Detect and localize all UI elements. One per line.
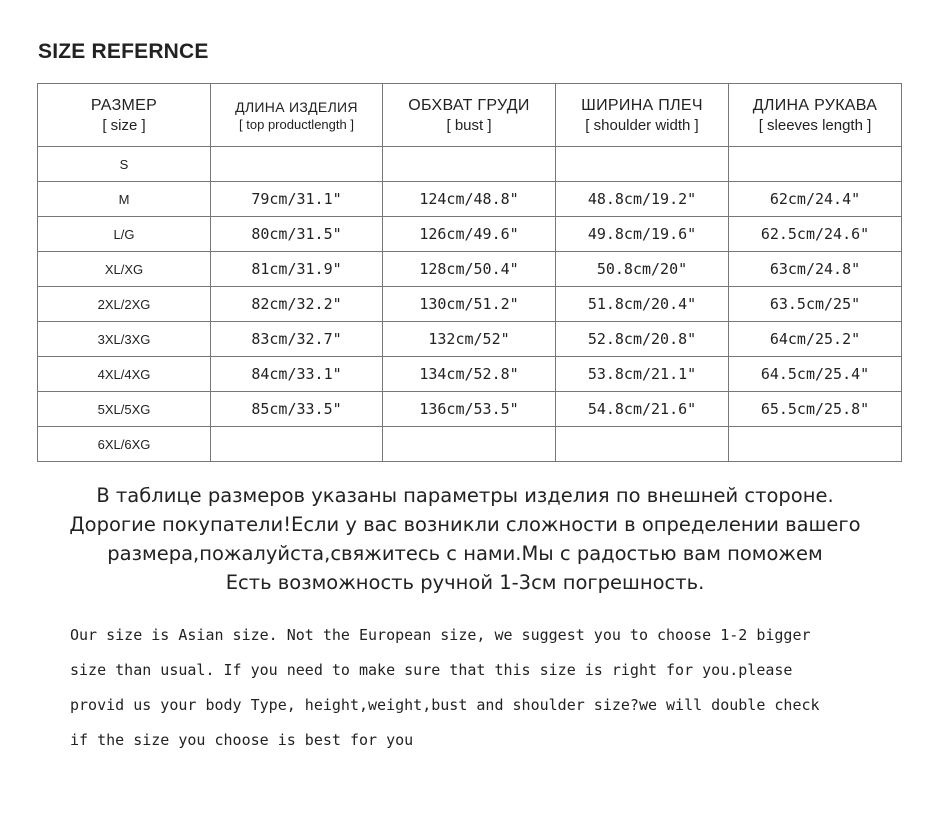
bust-cell: 130cm/51.2" — [383, 287, 556, 322]
shoulder-cell: 50.8cm/20" — [556, 252, 729, 287]
sleeves-cell — [729, 147, 902, 182]
length-cell: 82cm/32.2" — [211, 287, 383, 322]
russian-note — [20, 481, 910, 597]
page-title: SIZE REFERNCE — [38, 40, 209, 63]
shoulder-cell: 52.8cm/20.8" — [556, 322, 729, 357]
shoulder-cell: 48.8cm/19.2" — [556, 182, 729, 217]
length-cell: 83cm/32.7" — [211, 322, 383, 357]
sleeves-cell: 62.5cm/24.6" — [729, 217, 902, 252]
sleeves-cell: 64.5cm/25.4" — [729, 357, 902, 392]
header-main: ДЛИНА РУКАВА — [752, 96, 878, 114]
sleeves-cell: 63.5cm/25" — [729, 287, 902, 322]
english-note-line: if the size you choose is best for you — [70, 731, 414, 749]
header-sub: [ shoulder width ] — [585, 116, 699, 134]
table-row — [38, 357, 902, 392]
table-row — [38, 147, 902, 182]
size-cell: 3XL/3XG — [38, 322, 211, 357]
length-cell: 80cm/31.5" — [211, 217, 383, 252]
size-cell: L/G — [38, 217, 211, 252]
length-cell: 84cm/33.1" — [211, 357, 383, 392]
shoulder-cell: 51.8cm/20.4" — [556, 287, 729, 322]
shoulder-cell — [556, 147, 729, 182]
size-table — [37, 83, 902, 462]
bust-cell — [383, 427, 556, 462]
english-note — [70, 620, 910, 760]
table-row — [38, 322, 902, 357]
table-row — [38, 217, 902, 252]
bust-cell: 126cm/49.6" — [383, 217, 556, 252]
sleeves-cell: 62cm/24.4" — [729, 182, 902, 217]
bust-cell: 128cm/50.4" — [383, 252, 556, 287]
size-cell: 6XL/6XG — [38, 427, 211, 462]
size-cell: 2XL/2XG — [38, 287, 211, 322]
header-main: РАЗМЕР — [90, 96, 158, 114]
header-bust — [383, 84, 556, 147]
header-sub: [ top productlength ] — [239, 116, 354, 132]
shoulder-cell: 49.8cm/19.6" — [556, 217, 729, 252]
header-sleeves — [729, 84, 902, 147]
shoulder-cell — [556, 427, 729, 462]
size-cell: XL/XG — [38, 252, 211, 287]
header-length — [211, 84, 383, 147]
size-cell: M — [38, 182, 211, 217]
table-row — [38, 252, 902, 287]
russian-note-line: В таблице размеров указаны параметры изделия по внешней стороне. — [96, 484, 834, 507]
sleeves-cell — [729, 427, 902, 462]
russian-note-line: Есть возможность ручной 1-3см погрешность. — [225, 571, 705, 594]
header-sub: [ size ] — [102, 116, 146, 134]
table-row — [38, 392, 902, 427]
bust-cell: 124cm/48.8" — [383, 182, 556, 217]
bust-cell: 136cm/53.5" — [383, 392, 556, 427]
shoulder-cell: 53.8cm/21.1" — [556, 357, 729, 392]
header-main: ДЛИНА ИЗДЕЛИЯ — [235, 98, 358, 115]
table-row — [38, 287, 902, 322]
bust-cell: 132cm/52" — [383, 322, 556, 357]
header-size — [38, 84, 211, 147]
shoulder-cell: 54.8cm/21.6" — [556, 392, 729, 427]
table-row — [38, 182, 902, 217]
size-cell: 4XL/4XG — [38, 357, 211, 392]
english-note-line: size than usual. If you need to make sure that this size is right for you.please — [70, 661, 793, 679]
length-cell: 85cm/33.5" — [211, 392, 383, 427]
length-cell — [211, 147, 383, 182]
sleeves-cell: 64cm/25.2" — [729, 322, 902, 357]
header-sub: [ sleeves length ] — [758, 116, 872, 134]
header-sub: [ bust ] — [446, 116, 492, 134]
header-main: ШИРИНА ПЛЕЧ — [581, 96, 703, 114]
russian-note-line: Дорогие покупатели!Если у вас возникли сложности в определении вашего — [69, 513, 861, 536]
sleeves-cell: 65.5cm/25.8" — [729, 392, 902, 427]
english-note-line: Our size is Asian size. Not the European size, we suggest you to choose 1-2 bigger — [70, 626, 811, 644]
sleeves-cell: 63cm/24.8" — [729, 252, 902, 287]
length-cell — [211, 427, 383, 462]
header-main: ОБХВАТ ГРУДИ — [408, 96, 530, 114]
size-cell: S — [38, 147, 211, 182]
bust-cell — [383, 147, 556, 182]
size-cell: 5XL/5XG — [38, 392, 211, 427]
header-shoulder — [556, 84, 729, 147]
length-cell: 81cm/31.9" — [211, 252, 383, 287]
length-cell: 79cm/31.1" — [211, 182, 383, 217]
russian-note-line: размера,пожалуйста,свяжитесь с нами.Мы с радостью вам поможем — [107, 542, 823, 565]
table-header-row — [38, 84, 902, 147]
english-note-line: provid us your body Type, height,weight,bust and shoulder size?we will double check — [70, 696, 820, 714]
bust-cell: 134cm/52.8" — [383, 357, 556, 392]
table-row — [38, 427, 902, 462]
